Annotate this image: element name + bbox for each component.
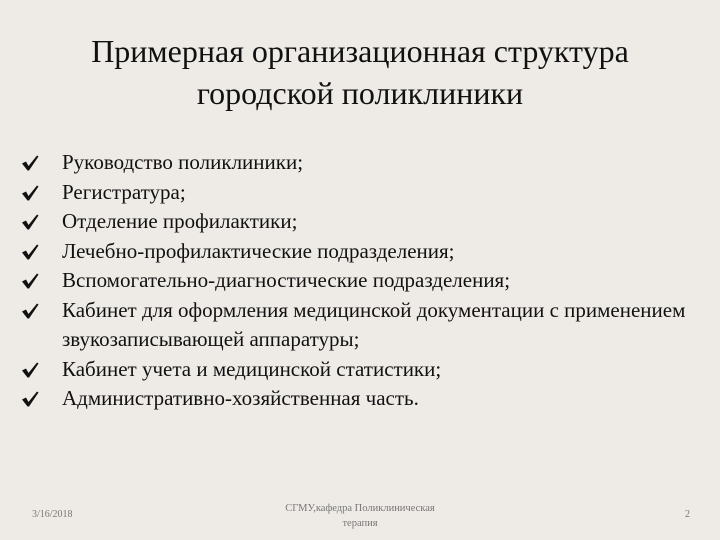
checkmark-icon	[20, 153, 40, 173]
footer-department-line-1: СГМУ,кафедра Поликлиническая	[285, 503, 435, 514]
checkmark-icon	[20, 212, 40, 232]
checkmark-icon	[20, 271, 40, 291]
bullet-text: Регистратура;	[62, 179, 186, 204]
bullet-text: Кабинет для оформления медицинской документации с применением звукозаписывающей аппаратуры;	[62, 297, 686, 351]
slide-title-line-2: городской поликлиники	[196, 75, 524, 111]
slide-title	[40, 30, 680, 114]
bullet-text: Кабинет учета и медицинской статистики;	[62, 356, 442, 381]
bullet-text: Административно-хозяйственная часть.	[62, 386, 419, 410]
checkmark-icon	[20, 242, 40, 262]
slide-title-line-1: Примерная организационная структура	[91, 33, 629, 69]
page-number: 2	[685, 509, 690, 520]
checkmark-icon	[20, 360, 40, 380]
footer-department-line-2: терапия	[342, 518, 378, 529]
bullet-item	[20, 355, 700, 385]
bullet-item	[20, 296, 700, 355]
bullet-item	[20, 384, 700, 414]
footer-date: 3/16/2018	[32, 509, 73, 520]
checkmark-icon	[20, 389, 40, 409]
checkmark-icon	[20, 301, 40, 321]
checkmark-icon	[20, 183, 40, 203]
bullet-item	[20, 148, 700, 178]
bullet-text: Вспомогательно-диагностические подразделения;	[62, 268, 511, 292]
bullet-text: Руководство поликлиники;	[62, 150, 304, 174]
bullet-item	[20, 266, 700, 296]
bullet-item	[20, 178, 700, 208]
footer-department	[250, 501, 470, 531]
bullet-text: Лечебно-профилактические подразделения;	[62, 238, 455, 263]
bullet-list	[20, 148, 700, 414]
bullet-text: Отделение профилактики;	[62, 209, 298, 233]
bullet-item	[20, 237, 700, 267]
bullet-item	[20, 207, 700, 237]
